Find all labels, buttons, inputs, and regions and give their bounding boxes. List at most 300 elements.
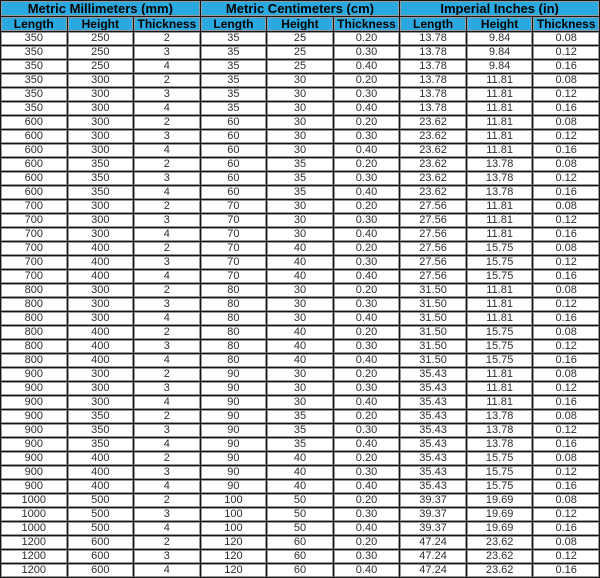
table-cell: 13.78	[400, 46, 466, 59]
table-cell: 40	[267, 340, 333, 353]
table-cell: 11.81	[467, 116, 533, 129]
table-cell: 11.81	[467, 102, 533, 115]
table-cell: 0.40	[334, 480, 400, 493]
table-cell: 1200	[1, 550, 67, 563]
table-cell: 0.16	[533, 270, 599, 283]
table-cell: 3	[134, 424, 200, 437]
table-cell: 0.20	[334, 368, 400, 381]
table-cell: 31.50	[400, 340, 466, 353]
table-cell: 900	[1, 424, 67, 437]
table-cell: 25	[267, 60, 333, 73]
table-cell: 0.40	[334, 144, 400, 157]
column-header-cm-height: Height	[267, 17, 333, 31]
table-cell: 350	[68, 158, 134, 171]
table-cell: 60	[267, 536, 333, 549]
table-cell: 13.78	[400, 102, 466, 115]
table-cell: 9.84	[467, 60, 533, 73]
group-header-row	[1, 1, 599, 16]
table-row	[1, 60, 599, 73]
table-cell: 11.81	[467, 228, 533, 241]
table-cell: 300	[68, 130, 134, 143]
table-cell: 300	[68, 396, 134, 409]
table-cell: 800	[1, 326, 67, 339]
table-cell: 700	[1, 228, 67, 241]
table-row	[1, 452, 599, 465]
table-cell: 13.78	[400, 74, 466, 87]
table-row	[1, 74, 599, 87]
table-cell: 0.40	[334, 60, 400, 73]
table-row	[1, 158, 599, 171]
table-cell: 0.40	[334, 102, 400, 115]
table-cell: 600	[68, 564, 134, 577]
table-cell: 23.62	[400, 186, 466, 199]
table-cell: 40	[267, 480, 333, 493]
table-cell: 2	[134, 326, 200, 339]
table-cell: 0.30	[334, 256, 400, 269]
table-cell: 0.30	[334, 466, 400, 479]
table-cell: 40	[267, 354, 333, 367]
table-cell: 350	[68, 424, 134, 437]
table-cell: 2	[134, 536, 200, 549]
table-cell: 900	[1, 410, 67, 423]
table-cell: 600	[1, 186, 67, 199]
table-cell: 700	[1, 242, 67, 255]
table-cell: 90	[201, 396, 267, 409]
table-row	[1, 130, 599, 143]
table-cell: 9.84	[467, 46, 533, 59]
table-cell: 30	[267, 312, 333, 325]
table-cell: 60	[201, 116, 267, 129]
table-cell: 800	[1, 284, 67, 297]
column-header-mm-height: Height	[68, 17, 134, 31]
table-cell: 11.81	[467, 284, 533, 297]
table-cell: 4	[134, 60, 200, 73]
table-body	[1, 32, 599, 577]
table-cell: 700	[1, 200, 67, 213]
table-cell: 250	[68, 32, 134, 45]
table-cell: 30	[267, 368, 333, 381]
table-cell: 23.62	[467, 550, 533, 563]
table-cell: 900	[1, 466, 67, 479]
table-row	[1, 480, 599, 493]
table-cell: 35	[267, 186, 333, 199]
table-cell: 27.56	[400, 214, 466, 227]
table-row	[1, 522, 599, 535]
table-cell: 35.43	[400, 382, 466, 395]
table-row	[1, 424, 599, 437]
table-cell: 0.20	[334, 116, 400, 129]
table-cell: 30	[267, 200, 333, 213]
table-row	[1, 46, 599, 59]
table-cell: 15.75	[467, 480, 533, 493]
table-cell: 11.81	[467, 130, 533, 143]
table-cell: 35	[267, 158, 333, 171]
table-cell: 30	[267, 102, 333, 115]
table-cell: 350	[1, 60, 67, 73]
table-cell: 800	[1, 340, 67, 353]
table-cell: 0.40	[334, 312, 400, 325]
table-cell: 1200	[1, 536, 67, 549]
table-cell: 0.20	[334, 32, 400, 45]
table-cell: 0.20	[334, 200, 400, 213]
table-cell: 15.75	[467, 256, 533, 269]
table-cell: 300	[68, 88, 134, 101]
table-cell: 600	[1, 158, 67, 171]
table-cell: 0.16	[533, 438, 599, 451]
table-cell: 0.08	[533, 410, 599, 423]
table-cell: 900	[1, 438, 67, 451]
table-cell: 31.50	[400, 326, 466, 339]
table-cell: 13.78	[400, 32, 466, 45]
table-cell: 23.62	[467, 564, 533, 577]
table-cell: 900	[1, 452, 67, 465]
table-cell: 400	[68, 480, 134, 493]
table-cell: 250	[68, 60, 134, 73]
table-cell: 120	[201, 564, 267, 577]
table-cell: 80	[201, 312, 267, 325]
table-cell: 31.50	[400, 284, 466, 297]
table-cell: 47.24	[400, 564, 466, 577]
table-cell: 0.16	[533, 480, 599, 493]
table-cell: 15.75	[467, 242, 533, 255]
table-cell: 25	[267, 46, 333, 59]
table-cell: 0.30	[334, 550, 400, 563]
table-cell: 27.56	[400, 200, 466, 213]
table-cell: 0.40	[334, 228, 400, 241]
table-cell: 0.08	[533, 74, 599, 87]
table-cell: 0.12	[533, 340, 599, 353]
table-cell: 900	[1, 480, 67, 493]
table-cell: 100	[201, 522, 267, 535]
table-cell: 35.43	[400, 368, 466, 381]
table-cell: 0.16	[533, 228, 599, 241]
table-cell: 400	[68, 466, 134, 479]
table-cell: 900	[1, 382, 67, 395]
table-cell: 0.08	[533, 284, 599, 297]
table-cell: 0.12	[533, 382, 599, 395]
table-cell: 300	[68, 214, 134, 227]
table-row	[1, 382, 599, 395]
table-cell: 0.30	[334, 130, 400, 143]
table-cell: 4	[134, 354, 200, 367]
table-cell: 400	[68, 452, 134, 465]
table-cell: 40	[267, 326, 333, 339]
table-cell: 25	[267, 32, 333, 45]
table-cell: 2	[134, 284, 200, 297]
table-cell: 3	[134, 46, 200, 59]
table-cell: 600	[68, 536, 134, 549]
table-cell: 27.56	[400, 228, 466, 241]
table-cell: 0.20	[334, 452, 400, 465]
table-cell: 3	[134, 88, 200, 101]
table-cell: 15.75	[467, 466, 533, 479]
table-cell: 0.12	[533, 88, 599, 101]
table-cell: 0.12	[533, 550, 599, 563]
table-cell: 13.78	[467, 410, 533, 423]
table-cell: 350	[1, 102, 67, 115]
table-cell: 800	[1, 298, 67, 311]
column-header-in-thickness: Thickness	[533, 17, 599, 31]
table-cell: 40	[267, 256, 333, 269]
table-cell: 27.56	[400, 256, 466, 269]
table-cell: 4	[134, 312, 200, 325]
table-cell: 11.81	[467, 200, 533, 213]
table-cell: 30	[267, 228, 333, 241]
table-cell: 350	[68, 410, 134, 423]
table-cell: 250	[68, 46, 134, 59]
table-cell: 19.69	[467, 508, 533, 521]
table-cell: 0.08	[533, 116, 599, 129]
table-cell: 600	[1, 144, 67, 157]
table-cell: 4	[134, 102, 200, 115]
table-cell: 0.30	[334, 172, 400, 185]
table-cell: 0.40	[334, 270, 400, 283]
table-cell: 500	[68, 522, 134, 535]
table-cell: 47.24	[400, 550, 466, 563]
table-cell: 15.75	[467, 452, 533, 465]
table-cell: 13.78	[467, 158, 533, 171]
table-row	[1, 410, 599, 423]
table-cell: 0.12	[533, 172, 599, 185]
table-row	[1, 214, 599, 227]
table-cell: 50	[267, 494, 333, 507]
table-cell: 1000	[1, 494, 67, 507]
table-cell: 4	[134, 396, 200, 409]
column-header-in-height: Height	[467, 17, 533, 31]
table-cell: 47.24	[400, 536, 466, 549]
table-cell: 120	[201, 550, 267, 563]
table-cell: 0.40	[334, 186, 400, 199]
table-cell: 0.20	[334, 410, 400, 423]
table-cell: 35	[201, 102, 267, 115]
table-cell: 500	[68, 494, 134, 507]
table-cell: 19.69	[467, 494, 533, 507]
table-cell: 2	[134, 158, 200, 171]
table-cell: 15.75	[467, 326, 533, 339]
table-cell: 50	[267, 508, 333, 521]
table-cell: 90	[201, 424, 267, 437]
table-row	[1, 256, 599, 269]
group-header-imperial-in: Imperial Inches (in)	[400, 1, 599, 16]
table-cell: 350	[68, 186, 134, 199]
table-cell: 0.20	[334, 494, 400, 507]
table-cell: 90	[201, 466, 267, 479]
table-cell: 0.16	[533, 60, 599, 73]
table-row	[1, 102, 599, 115]
table-cell: 400	[68, 242, 134, 255]
table-cell: 35.43	[400, 452, 466, 465]
column-header-cm-length: Length	[201, 17, 267, 31]
table-cell: 39.37	[400, 522, 466, 535]
table-cell: 400	[68, 326, 134, 339]
table-cell: 11.81	[467, 368, 533, 381]
table-row	[1, 354, 599, 367]
table-cell: 400	[68, 340, 134, 353]
table-cell: 0.30	[334, 382, 400, 395]
table-cell: 35.43	[400, 410, 466, 423]
table-cell: 350	[1, 74, 67, 87]
table-row	[1, 494, 599, 507]
table-cell: 0.40	[334, 396, 400, 409]
table-cell: 2	[134, 242, 200, 255]
column-header-row	[1, 17, 599, 31]
table-cell: 80	[201, 284, 267, 297]
table-row	[1, 298, 599, 311]
table-cell: 30	[267, 284, 333, 297]
table-row	[1, 368, 599, 381]
table-cell: 3	[134, 340, 200, 353]
table-cell: 2	[134, 200, 200, 213]
table-row	[1, 340, 599, 353]
table-cell: 13.78	[467, 424, 533, 437]
table-row	[1, 116, 599, 129]
table-cell: 90	[201, 480, 267, 493]
table-cell: 300	[68, 284, 134, 297]
table-cell: 600	[1, 116, 67, 129]
table-cell: 35.43	[400, 466, 466, 479]
table-cell: 13.78	[467, 438, 533, 451]
table-cell: 0.16	[533, 312, 599, 325]
table-cell: 1000	[1, 522, 67, 535]
table-cell: 35.43	[400, 424, 466, 437]
table-cell: 40	[267, 242, 333, 255]
table-cell: 3	[134, 256, 200, 269]
table-cell: 350	[1, 88, 67, 101]
table-cell: 13.78	[467, 172, 533, 185]
table-cell: 4	[134, 564, 200, 577]
table-cell: 600	[1, 130, 67, 143]
table-cell: 35	[267, 172, 333, 185]
table-row	[1, 466, 599, 479]
table-row	[1, 508, 599, 521]
table-row	[1, 438, 599, 451]
table-cell: 300	[68, 102, 134, 115]
table-cell: 0.08	[533, 494, 599, 507]
table-cell: 0.08	[533, 158, 599, 171]
table-cell: 9.84	[467, 32, 533, 45]
table-cell: 11.81	[467, 396, 533, 409]
table-cell: 23.62	[400, 144, 466, 157]
table-cell: 70	[201, 242, 267, 255]
table-cell: 15.75	[467, 340, 533, 353]
table-cell: 30	[267, 214, 333, 227]
table-cell: 35	[201, 88, 267, 101]
table-cell: 300	[68, 368, 134, 381]
table-cell: 0.20	[334, 158, 400, 171]
table-row	[1, 550, 599, 563]
table-cell: 27.56	[400, 242, 466, 255]
table-cell: 350	[1, 32, 67, 45]
table-cell: 1000	[1, 508, 67, 521]
table-row	[1, 536, 599, 549]
table-cell: 60	[201, 186, 267, 199]
table-cell: 300	[68, 312, 134, 325]
table-cell: 400	[68, 256, 134, 269]
table-cell: 900	[1, 368, 67, 381]
table-cell: 0.12	[533, 298, 599, 311]
table-cell: 80	[201, 340, 267, 353]
table-cell: 400	[68, 270, 134, 283]
table-cell: 31.50	[400, 312, 466, 325]
table-cell: 30	[267, 88, 333, 101]
table-cell: 0.40	[334, 522, 400, 535]
table-cell: 2	[134, 368, 200, 381]
table-cell: 0.16	[533, 144, 599, 157]
table-cell: 2	[134, 452, 200, 465]
table-row	[1, 312, 599, 325]
table-cell: 35	[267, 424, 333, 437]
table-cell: 3	[134, 214, 200, 227]
table-cell: 35	[201, 32, 267, 45]
table-cell: 300	[68, 298, 134, 311]
table-cell: 0.20	[334, 326, 400, 339]
table-cell: 70	[201, 270, 267, 283]
table-cell: 300	[68, 116, 134, 129]
table-cell: 35.43	[400, 480, 466, 493]
table-cell: 0.20	[334, 242, 400, 255]
table-cell: 39.37	[400, 494, 466, 507]
table-cell: 35	[201, 74, 267, 87]
table-cell: 35.43	[400, 396, 466, 409]
table-cell: 0.40	[334, 438, 400, 451]
table-cell: 2	[134, 410, 200, 423]
table-cell: 80	[201, 298, 267, 311]
table-cell: 0.30	[334, 46, 400, 59]
table-row	[1, 88, 599, 101]
table-cell: 90	[201, 382, 267, 395]
table-cell: 35	[201, 46, 267, 59]
table-cell: 90	[201, 438, 267, 451]
table-cell: 500	[68, 508, 134, 521]
table-cell: 0.16	[533, 564, 599, 577]
table-cell: 90	[201, 368, 267, 381]
table-cell: 0.40	[334, 354, 400, 367]
table-cell: 19.69	[467, 522, 533, 535]
table-cell: 60	[201, 130, 267, 143]
table-cell: 0.12	[533, 466, 599, 479]
table-cell: 50	[267, 522, 333, 535]
table-cell: 900	[1, 396, 67, 409]
table-cell: 90	[201, 410, 267, 423]
table-cell: 120	[201, 536, 267, 549]
table-cell: 2	[134, 116, 200, 129]
column-header-in-length: Length	[400, 17, 466, 31]
table-cell: 0.30	[334, 88, 400, 101]
table-cell: 0.30	[334, 424, 400, 437]
table-cell: 30	[267, 144, 333, 157]
table-cell: 2	[134, 494, 200, 507]
table-cell: 90	[201, 452, 267, 465]
table-cell: 40	[267, 452, 333, 465]
table-cell: 0.12	[533, 46, 599, 59]
table-cell: 100	[201, 508, 267, 521]
table-cell: 0.30	[334, 214, 400, 227]
table-cell: 30	[267, 382, 333, 395]
table-cell: 31.50	[400, 354, 466, 367]
table-cell: 700	[1, 270, 67, 283]
table-cell: 40	[267, 270, 333, 283]
table-cell: 350	[1, 46, 67, 59]
table-cell: 70	[201, 256, 267, 269]
table-row	[1, 144, 599, 157]
table-cell: 3	[134, 550, 200, 563]
table-row	[1, 32, 599, 45]
table-cell: 700	[1, 256, 67, 269]
table-cell: 0.12	[533, 256, 599, 269]
table-cell: 0.16	[533, 354, 599, 367]
table-row	[1, 284, 599, 297]
table-cell: 1200	[1, 564, 67, 577]
